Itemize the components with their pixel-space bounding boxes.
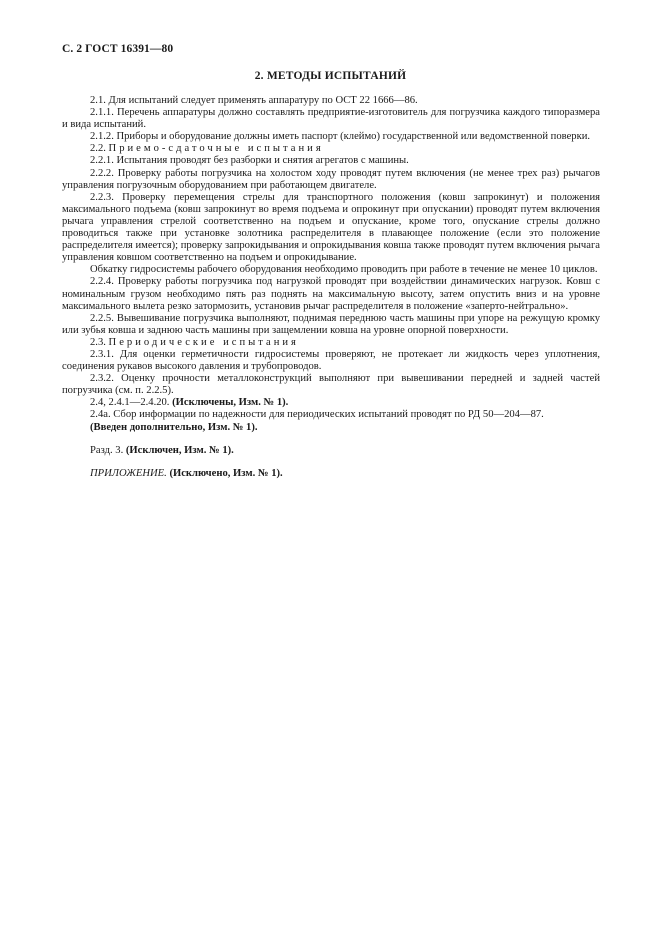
subsection-2-3-title: Периодические испытания	[108, 336, 299, 348]
vveden-note: (Введен дополнительно, Изм. № 1).	[90, 421, 258, 433]
section-3-note	[62, 445, 600, 457]
paragraph-obkatka: Обкатку гидросистемы рабочего оборудования необходимо проводить при работе в течение не менее 10 циклов.	[90, 264, 598, 276]
subsection-2-2-heading	[62, 143, 600, 155]
section-title: 2. МЕТОДЫ ИСПЫТАНИЙ	[254, 70, 407, 82]
paragraph-2-3-2: 2.3.2. Оценку прочности металлоконструкций выполняют при вывешивании передней и задней частей погрузчика (см. п. 2.2.5).	[62, 373, 600, 397]
paragraph-2-1: 2.1. Для испытаний следует применять аппаратуру по ОСТ 22 1666—86.	[90, 95, 418, 106]
subsection-2-3-heading	[62, 337, 600, 349]
spacer	[62, 457, 600, 468]
subsection-2-2-number: 2.2.	[90, 143, 106, 155]
document-body	[62, 95, 600, 480]
paragraph-2-1-1: 2.1.1. Перечень аппаратуры должно составлять предприятие-изготовитель для погрузчика каждого типоразмера и вида испытаний.	[62, 107, 600, 131]
paragraph-2-4-number: 2.4, 2.4.1—2.4.20.	[90, 397, 170, 409]
paragraph-2-4-note: (Исключены, Изм. № 1).	[172, 397, 289, 409]
appendix-note	[62, 468, 600, 480]
paragraph-2-2-1: 2.2.1. Испытания проводят без разборки и снятия агрегатов с машины.	[90, 155, 409, 167]
paragraph-2-4a: 2.4а. Сбор информации по надежности для периодических испытаний проводят по РД 50—204—87.	[90, 409, 544, 421]
subsection-2-3-number: 2.3.	[90, 336, 106, 348]
paragraph-2-2-4: 2.2.4. Проверку работы погрузчика под нагрузкой проводят при воздействии динамических нагрузок. Ковш с номинальным грузом необходимо пять раз поднять на максимальную высоту, затем опустить вниз и на уровне максимального вылета резко затормозить, установив рычаг распределителя в положение «заперто-нейтрально».	[62, 276, 600, 312]
paragraph-2-1-2: 2.1.2. Приборы и оборудование должны иметь паспорт (клеймо) государственной или ведомственной поверки.	[90, 131, 591, 143]
subsection-2-2-title: Приемо-сдаточные испытания	[108, 143, 324, 155]
paragraph-2-2-2: 2.2.2. Проверку работы погрузчика на холостом ходу проводят путем включения (не менее трех раз) рычагов управления погрузочным оборудованием при работающем двигателе.	[62, 167, 600, 191]
section-3-label: Разд. 3.	[90, 444, 124, 456]
section-3-status: (Исключен, Изм. № 1).	[125, 444, 234, 456]
paragraph-2-2-3: 2.2.3. Проверку перемещения стрелы для транспортного положения (ковш запрокинут) и положения максимального подъема (ковш запрокинут во время подъема и опрокинут при опускании) проводят путем включения рычага управления стрелой соответственно на подъем и опускание, кроме того, опускание стрелы должно проводиться также при установке золотника распределителя в плавающее положение (если это положение распределителя имеется); проверку запрокидывания и опрокидывания ковша также проводят путем включения рычага управления ковшом соответственно на подъем и опрокидывание.	[62, 191, 600, 264]
paragraph-2-2-5: 2.2.5. Вывешивание погрузчика выполняют, поднимая переднюю часть машины при упоре на режущую кромку или зубья ковша и заднюю часть машины при защемлении ковша на уровне опорной поверхности.	[62, 312, 600, 336]
paragraph-2-4	[62, 397, 600, 409]
spacer	[62, 434, 600, 445]
appendix-label: ПРИЛОЖЕНИЕ.	[90, 467, 167, 479]
page-header: С. 2 ГОСТ 16391—80	[62, 43, 174, 55]
paragraph-vveden	[62, 422, 600, 434]
paragraph-2-3-1: 2.3.1. Для оценки герметичности гидросистемы проверяют, не протекает ли жидкость через уплотнения, соединения рукавов высокого давления и трубопроводов.	[62, 348, 600, 373]
appendix-status: (Исключено, Изм. № 1).	[169, 467, 283, 479]
